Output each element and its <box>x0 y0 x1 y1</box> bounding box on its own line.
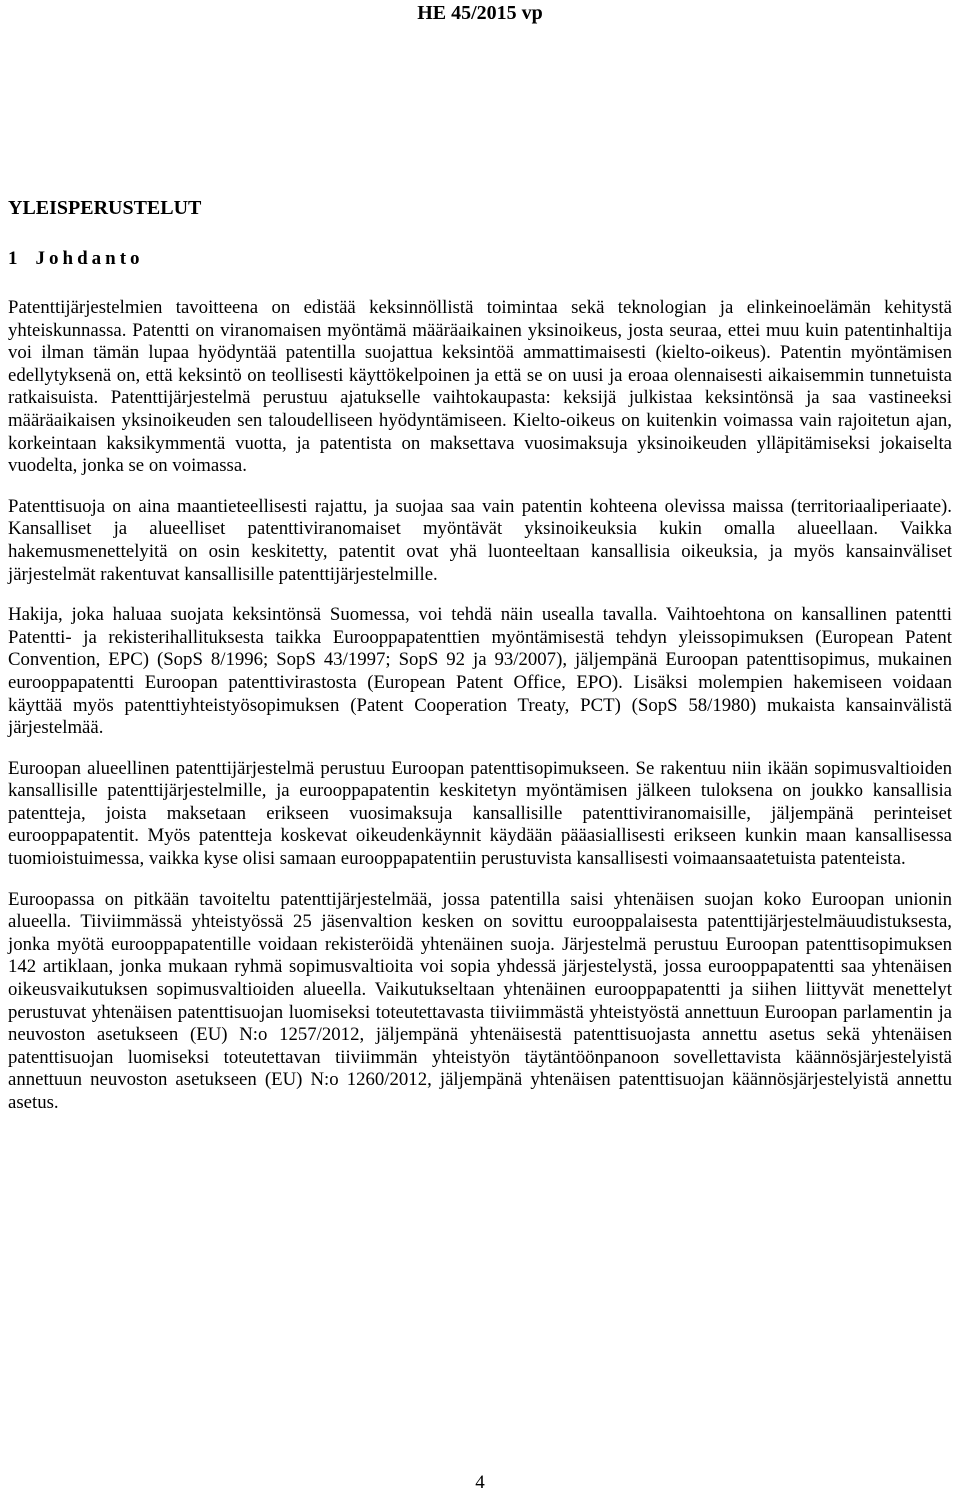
chapter-number: 1 <box>8 248 18 269</box>
document-header-title: HE 45/2015 vp <box>417 2 543 24</box>
paragraph-3: Hakija, joka haluaa suojata keksintönsä Suomessa, voi tehdä näin usealla tavalla. Vaihtoehtona on kansallinen patentti Patentti- ja rekisterihallituksesta taikka Eurooppapatenttien myöntämisestä tehdyn yleissopimuksen (European Patent Convention, EPC) (SopS 8/1996; SopS 43/1997; SopS 92 ja 93/2007), jäljempänä Euroopan patenttisopimus, mukainen eurooppapatentti Euroopan patenttivirastosta (European Patent Office, EPO). Lisäksi molempien hakemiseen voidaan käyttää myös patenttiyhteistyösopimuksen (Patent Cooperation Treaty, PCT) (SopS 58/1980) mukaista kansainvälistä järjestelmää. <box>8 604 952 739</box>
paragraph-4: Euroopan alueellinen patenttijärjestelmä perustuu Euroopan patenttisopimukseen. Se rakentuu niin ikään sopimusvaltioiden kansallisille patenttijärjestelmille, ja eurooppapatentin keskitetyn myöntämisen jälkeen tuloksena on joukko kansallisia patentteja, joista maksetaan erikseen vuosimaksuja kansallisille patenttiviranomaisille, jäljempänä perinteiset eurooppapatentit. Myös patentteja koskevat oikeudenkäynnit käydään pääasiallisesti erikseen kunkin maan kansallisessa tuomioistuimessa, vaikka kyse olisi samaan eurooppapatentiin perustuvista kansallisesti voimaansaatetuista patenteista. <box>8 757 952 870</box>
chapter-title: Johdanto <box>35 248 144 269</box>
chapter-heading <box>8 248 144 270</box>
paragraph-5: Euroopassa on pitkään tavoiteltu patenttijärjestelmää, jossa patentilla saisi yhtenäisen suojan koko Euroopan unionin alueella. Tiiviimmässä yhteistyössä 25 jäsenvaltion kesken on sovittu eurooppalaisesta patenttijärjestelmäuudistuksesta, jonka myötä eurooppapatentille voidaan rekisteröidä yhtenäinen suoja. Järjestelmä perustuu Euroopan patenttisopimuksen 142 artiklaan, jonka mukaan ryhmä sopimusvaltioita voi sopia yhdessä järjestelystä, jossa eurooppapatentti saa yhtenäisen oikeusvaikutuksen sopimusvaltioiden alueella. Vaikutukseltaan yhtenäinen eurooppapatentti ja siihen liittyvät menettelyt perustuvat yhtenäisen patenttisuojan luomiseksi toteutettavasta tiiviimmästä yhteistyöstä annettuun Euroopan parlamentin ja neuvoston asetukseen (EU) N:o 1257/2012, jäljempänä yhtenäisestä patenttisuojasta annettu asetus sekä yhtenäisen patenttisuojan luomiseksi toteutettavan tiiviimmän yhteistyön täytäntöönpanoon sovellettavista käännösjärjestelyistä annettuun neuvoston asetukseen (EU) N:o 1260/2012, jäljempänä yhtenäisen patenttisuojan käännösjärjestelyistä annettu asetus. <box>8 888 952 1113</box>
page-number: 4 <box>475 1472 485 1493</box>
paragraph-2: Patenttisuoja on aina maantieteellisesti rajattu, ja suojaa saa vain patentin kohteena olevissa maissa (territoriaaliperiaate). Kansalliset ja alueelliset patenttiviranomaiset myöntävät yksinoikeuksia kukin omalla alueellaan. Vaikka hakemusmenettelyitä on osin keskitetty, patentit ovat yhä luonteeltaan kansallisia oikeuksia, ja myös kansainväliset järjestelmät rakentuvat kansallisille patenttijärjestelmille. <box>8 495 952 585</box>
paragraph-1: Patenttijärjestelmien tavoitteena on edistää keksinnöllistä toimintaa sekä teknologian ja elinkeinoelämän kehitystä yhteiskunnassa. Patentti on viranomaisen myöntämä määräaikainen yksinoikeus, josta seuraa, ettei muu kuin patentinhaltija voi ilman tämän lupaa hyödyntää patentilla suojattua keksintöä ammattimaisesti (kielto-oikeus). Patentin myöntämisen edellytyksenä on, että keksintö on teollisesti käyttökelpoinen ja että se on uusi ja eroaa olennaisesti aikaisemmin tunnetuista ratkaisuista. Patenttijärjestelmä perustuu ajatukselle vaihtokaupasta: keksijä julkistaa keksintönsä ja saa vastineeksi määräaikaisen yksinoikeuden sen taloudelliseen hyödyntämiseen. Kielto-oikeus on kuitenkin voimassa vain rajoitetun ajan, korkeintaan kaksikymmentä vuotta, ja patentista on maksettava vuosimaksuja yksinoikeuden ylläpitämiseksi jokaiselta vuodelta, jonka se on voimassa. <box>8 297 952 477</box>
body-text <box>8 297 952 1133</box>
section-title: YLEISPERUSTELUT <box>8 197 202 219</box>
